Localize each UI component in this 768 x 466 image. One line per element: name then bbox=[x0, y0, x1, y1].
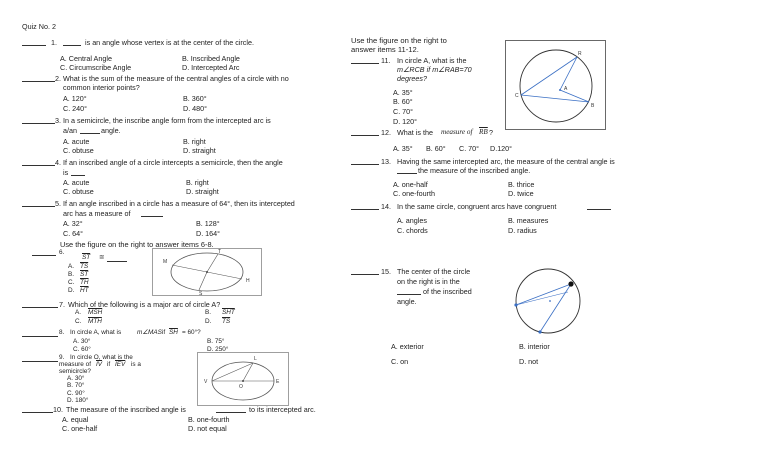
circle-a-figure bbox=[152, 248, 262, 296]
q8-text-b: if bbox=[162, 329, 166, 336]
q9-arc-iv: $\overline{IV}$ bbox=[96, 361, 103, 368]
answer-blank-10[interactable] bbox=[22, 412, 53, 413]
q14-choice-c: C. chords bbox=[397, 226, 428, 235]
q12-choice-c: C. 70° bbox=[459, 144, 480, 153]
q9-choice-d: D. 180° bbox=[67, 397, 89, 404]
q2-number: 2. bbox=[55, 74, 61, 83]
q5-choice-c: C. 64° bbox=[63, 229, 84, 238]
q9-number: 9. bbox=[59, 354, 65, 361]
q8-text-c: = 60°? bbox=[182, 329, 201, 336]
q11-text-line3: degrees? bbox=[397, 74, 427, 83]
q1-number: 1. bbox=[51, 38, 57, 47]
q6-choice-b: B. bbox=[68, 271, 75, 278]
q1-choice-b: B. Inscribed Angle bbox=[182, 54, 240, 63]
q5-fill-blank bbox=[141, 216, 163, 217]
q12-arc-rb: $\overline{RB}$ bbox=[479, 128, 488, 136]
q11-choice-a: A. 35° bbox=[393, 88, 413, 97]
q12-choice-b: B. 60° bbox=[426, 144, 446, 153]
q4-text-line2: is bbox=[63, 168, 69, 177]
q10-text-b: to its intercepted arc. bbox=[249, 405, 316, 414]
q15-text-line2: on the right is in the bbox=[397, 277, 460, 286]
fig6-label-m: M bbox=[163, 259, 168, 265]
q12-measure: measure of bbox=[441, 128, 473, 136]
q12-number: 12. bbox=[381, 128, 391, 137]
q2-choice-c: C. 240° bbox=[63, 104, 88, 113]
q15-number: 15. bbox=[381, 267, 391, 276]
q9-text-line1: In circle O, what is the bbox=[70, 354, 133, 361]
q15-text-line1: The center of the circle bbox=[397, 267, 471, 276]
q12-choice-d: D.120° bbox=[490, 144, 513, 153]
fig9-label-l: L bbox=[254, 356, 257, 362]
q2-choice-a: A. 120° bbox=[63, 94, 87, 103]
answer-blank-3[interactable] bbox=[22, 123, 55, 124]
q13-text-line1: Having the same intercepted arc, the measure of the central angle is bbox=[397, 157, 615, 166]
answer-blank-9[interactable] bbox=[22, 361, 58, 362]
answer-blank-5[interactable] bbox=[22, 206, 55, 207]
q15-text-line3: of the inscribed bbox=[423, 287, 472, 296]
q4-choice-d: D. straight bbox=[186, 187, 219, 196]
q9-choice-a: A. 30° bbox=[67, 375, 85, 382]
q10-text-a: The measure of the inscribed angle is bbox=[66, 405, 186, 414]
q4-fill-blank bbox=[71, 175, 85, 176]
q3-text-line2a: a/an bbox=[63, 126, 77, 135]
figure-note-6-8: Use the figure on the right to answer items 6-8. bbox=[60, 240, 214, 249]
q7-choice-d-arc: $\overline{TS}$ bbox=[222, 318, 231, 325]
q15-text-line4: angle. bbox=[397, 297, 417, 306]
q5-choice-a: A. 32° bbox=[63, 219, 83, 228]
q10-choice-c: C. one-half bbox=[62, 424, 98, 433]
q4-number: 4. bbox=[55, 158, 61, 167]
fig11-label-c: C bbox=[515, 93, 519, 99]
q13-choice-d: D. twice bbox=[508, 189, 534, 198]
q15-choice-c: C. on bbox=[391, 357, 409, 366]
q4-choice-b: B. right bbox=[186, 178, 209, 187]
q15-fill-blank bbox=[397, 294, 421, 295]
q4-choice-a: A. acute bbox=[63, 178, 90, 187]
answer-blank-6[interactable] bbox=[32, 255, 56, 256]
q9-text-line3: semicircle? bbox=[59, 368, 91, 375]
q12-text: What is the bbox=[397, 128, 433, 137]
q8-choice-a: A. 30° bbox=[73, 338, 91, 345]
answer-blank-12[interactable] bbox=[351, 135, 379, 136]
fig11-label-b: B bbox=[591, 103, 595, 109]
q4-choice-c: C. obtuse bbox=[63, 187, 94, 196]
fig9-label-e: E bbox=[276, 379, 280, 385]
inscribed-angle-figure bbox=[504, 268, 590, 336]
q5-choice-b: B. 128° bbox=[196, 219, 220, 228]
q10-choice-b: B. one-fourth bbox=[188, 415, 230, 424]
answer-blank-2[interactable] bbox=[22, 81, 55, 82]
q10-choice-d: D. not equal bbox=[188, 424, 227, 433]
q6-choice-c-arc: $\overline{TH}$ bbox=[80, 279, 89, 286]
q13-choice-c: C. one-fourth bbox=[393, 189, 435, 198]
q7-choice-d: D. bbox=[205, 318, 212, 325]
q7-choice-b: B. bbox=[205, 309, 212, 316]
q1-choice-d: D. Intercepted Arc bbox=[182, 63, 240, 72]
q3-choice-d: D. straight bbox=[183, 146, 216, 155]
q12-question-mark: ? bbox=[489, 128, 493, 137]
q13-fill-blank bbox=[397, 173, 417, 174]
q11-choice-c: C. 70° bbox=[393, 107, 414, 116]
figure-note-11-12-line2: answer items 11-12. bbox=[351, 45, 419, 54]
q13-choice-b: B. thrice bbox=[508, 180, 535, 189]
fig6-label-h: H bbox=[246, 278, 250, 284]
q13-number: 13. bbox=[381, 157, 391, 166]
answer-blank-4[interactable] bbox=[22, 165, 55, 166]
q8-choice-b: B. 75° bbox=[207, 338, 225, 345]
q6-congruent-sign: ≅ bbox=[99, 254, 105, 261]
fig6-label-s: S bbox=[199, 291, 203, 296]
q11-text-line1: In circle A, what is the bbox=[397, 56, 467, 65]
q5-text-line1: If an angle inscribed in a circle has a measure of 64°, then its intercepted bbox=[63, 199, 295, 208]
q3-choice-b: B. right bbox=[183, 137, 206, 146]
fig11-label-a: A bbox=[564, 86, 568, 92]
q14-choice-a: A. angles bbox=[397, 216, 427, 225]
q6-number: 6. bbox=[59, 249, 65, 256]
circle-a-rcb-figure bbox=[505, 40, 606, 130]
fig9-label-v: V bbox=[204, 379, 208, 385]
q2-text-line1: What is the sum of the measure of the central angles of a circle with no bbox=[63, 74, 289, 83]
q6-fill-blank bbox=[107, 261, 127, 262]
q15-choice-a: A. exterior bbox=[391, 342, 424, 351]
q9-choice-c: C. 90° bbox=[67, 390, 85, 397]
q8-choice-c: C. 60° bbox=[73, 346, 91, 353]
q3-number: 3. bbox=[55, 116, 61, 125]
fig6-label-t: T bbox=[218, 249, 222, 255]
q8-choice-d: D. 250° bbox=[207, 346, 229, 353]
q7-choice-a-arc: $\overline{MSH}$ bbox=[88, 309, 103, 316]
q1-text: is an angle whose vertex is at the center of the circle. bbox=[85, 38, 254, 47]
q8-number: 8. bbox=[59, 329, 65, 336]
q11-number: 11. bbox=[381, 56, 391, 65]
q2-text-line2: common interior points? bbox=[63, 83, 140, 92]
q1-choice-c: C. Circumscribe Angle bbox=[60, 63, 132, 72]
q7-number: 7. bbox=[59, 300, 65, 309]
q7-choice-b-arc: $\overline{SHT}$ bbox=[222, 309, 235, 316]
answer-blank-8[interactable] bbox=[22, 336, 58, 337]
q5-number: 5. bbox=[55, 199, 61, 208]
q14-text: In the same circle, congruent arcs have congruent bbox=[397, 202, 557, 211]
q5-choice-d: D. 164° bbox=[196, 229, 221, 238]
q9-arc-iev: $\overline{IEV}$ bbox=[115, 361, 126, 368]
quiz-title: Quiz No. 2 bbox=[22, 22, 56, 31]
q7-text: Which of the following is a major arc of circle A? bbox=[68, 300, 221, 309]
q3-choice-a: A. acute bbox=[63, 137, 90, 146]
q14-choice-d: D. radius bbox=[508, 226, 537, 235]
q10-fill-blank bbox=[216, 412, 246, 413]
fig11-label-r: R bbox=[578, 51, 582, 57]
q10-choice-a: A. equal bbox=[62, 415, 89, 424]
q11-choice-d: D. 120° bbox=[393, 117, 418, 126]
q7-choice-c: C. bbox=[75, 318, 82, 325]
q7-choice-a: A. bbox=[75, 309, 82, 316]
q14-choice-b: B. measures bbox=[508, 216, 549, 225]
answer-blank-15[interactable] bbox=[351, 274, 379, 275]
fig9-label-o: O bbox=[239, 384, 243, 390]
q11-choice-b: B. 60° bbox=[393, 97, 413, 106]
q9-text-line2a: measure of bbox=[59, 361, 91, 368]
q13-text-line2: the measure of the inscribed angle. bbox=[418, 166, 531, 175]
q1-fill-blank bbox=[63, 45, 81, 46]
q9-choice-b: B. 70° bbox=[67, 382, 85, 389]
q9-text-line2c: is a bbox=[131, 361, 141, 368]
circle-o-figure bbox=[197, 352, 289, 406]
q6-choice-d: D. bbox=[68, 287, 75, 294]
q15-choice-b: B. interior bbox=[519, 342, 550, 351]
q6-choice-a-arc: $\overline{TS}$ bbox=[80, 263, 89, 270]
q1-choice-a: A. Central Angle bbox=[60, 54, 112, 63]
q3-fill-blank bbox=[80, 133, 100, 134]
q15-choice-d: D. not bbox=[519, 357, 539, 366]
q14-fill-blank bbox=[587, 209, 611, 210]
q10-number: 10. bbox=[53, 405, 63, 414]
answer-blank-14[interactable] bbox=[351, 209, 379, 210]
q2-choice-b: B. 360° bbox=[183, 94, 207, 103]
q13-choice-a: A. one-half bbox=[393, 180, 428, 189]
answer-blank-7[interactable] bbox=[22, 307, 58, 308]
q6-choice-c: C. bbox=[68, 279, 75, 286]
q2-choice-d: D. 480° bbox=[183, 104, 208, 113]
q3-text-line1: In a semicircle, the inscribe angle form from the intercepted arc is bbox=[63, 116, 271, 125]
figure-note-11-12-line1: Use the figure on the right to bbox=[351, 36, 447, 45]
q6-choice-a: A. bbox=[68, 263, 75, 270]
answer-blank-11[interactable] bbox=[351, 63, 379, 64]
q4-text-line1: If an inscribed angle of a circle intercepts a semicircle, then the angle bbox=[63, 158, 283, 167]
q3-text-line2b: angle. bbox=[101, 126, 121, 135]
q9-text-line2b: if bbox=[107, 361, 111, 368]
q3-choice-c: C. obtuse bbox=[63, 146, 94, 155]
q12-choice-a: A. 35° bbox=[393, 144, 413, 153]
q6-choice-d-arc: $\overline{HT}$ bbox=[80, 287, 89, 294]
q14-number: 14. bbox=[381, 202, 391, 211]
q8-arc-sh: $\overline{SH}$ bbox=[169, 329, 178, 336]
q8-text-a: In circle A, what is bbox=[70, 329, 122, 336]
answer-blank-13[interactable] bbox=[351, 164, 379, 165]
q5-text-line2: arc has a measure of bbox=[63, 209, 131, 218]
q6-choice-b-arc: $\overline{ST}$ bbox=[80, 271, 89, 278]
answer-blank-1[interactable] bbox=[22, 45, 46, 46]
q11-text-line2: m∠RCB if m∠RAB=70 bbox=[397, 65, 472, 74]
q8-angle: m∠MAS bbox=[137, 329, 162, 336]
q6-arc-st: $\overline{ST}$ bbox=[82, 254, 91, 261]
q7-choice-c-arc: $\overline{MTH}$ bbox=[88, 318, 102, 325]
